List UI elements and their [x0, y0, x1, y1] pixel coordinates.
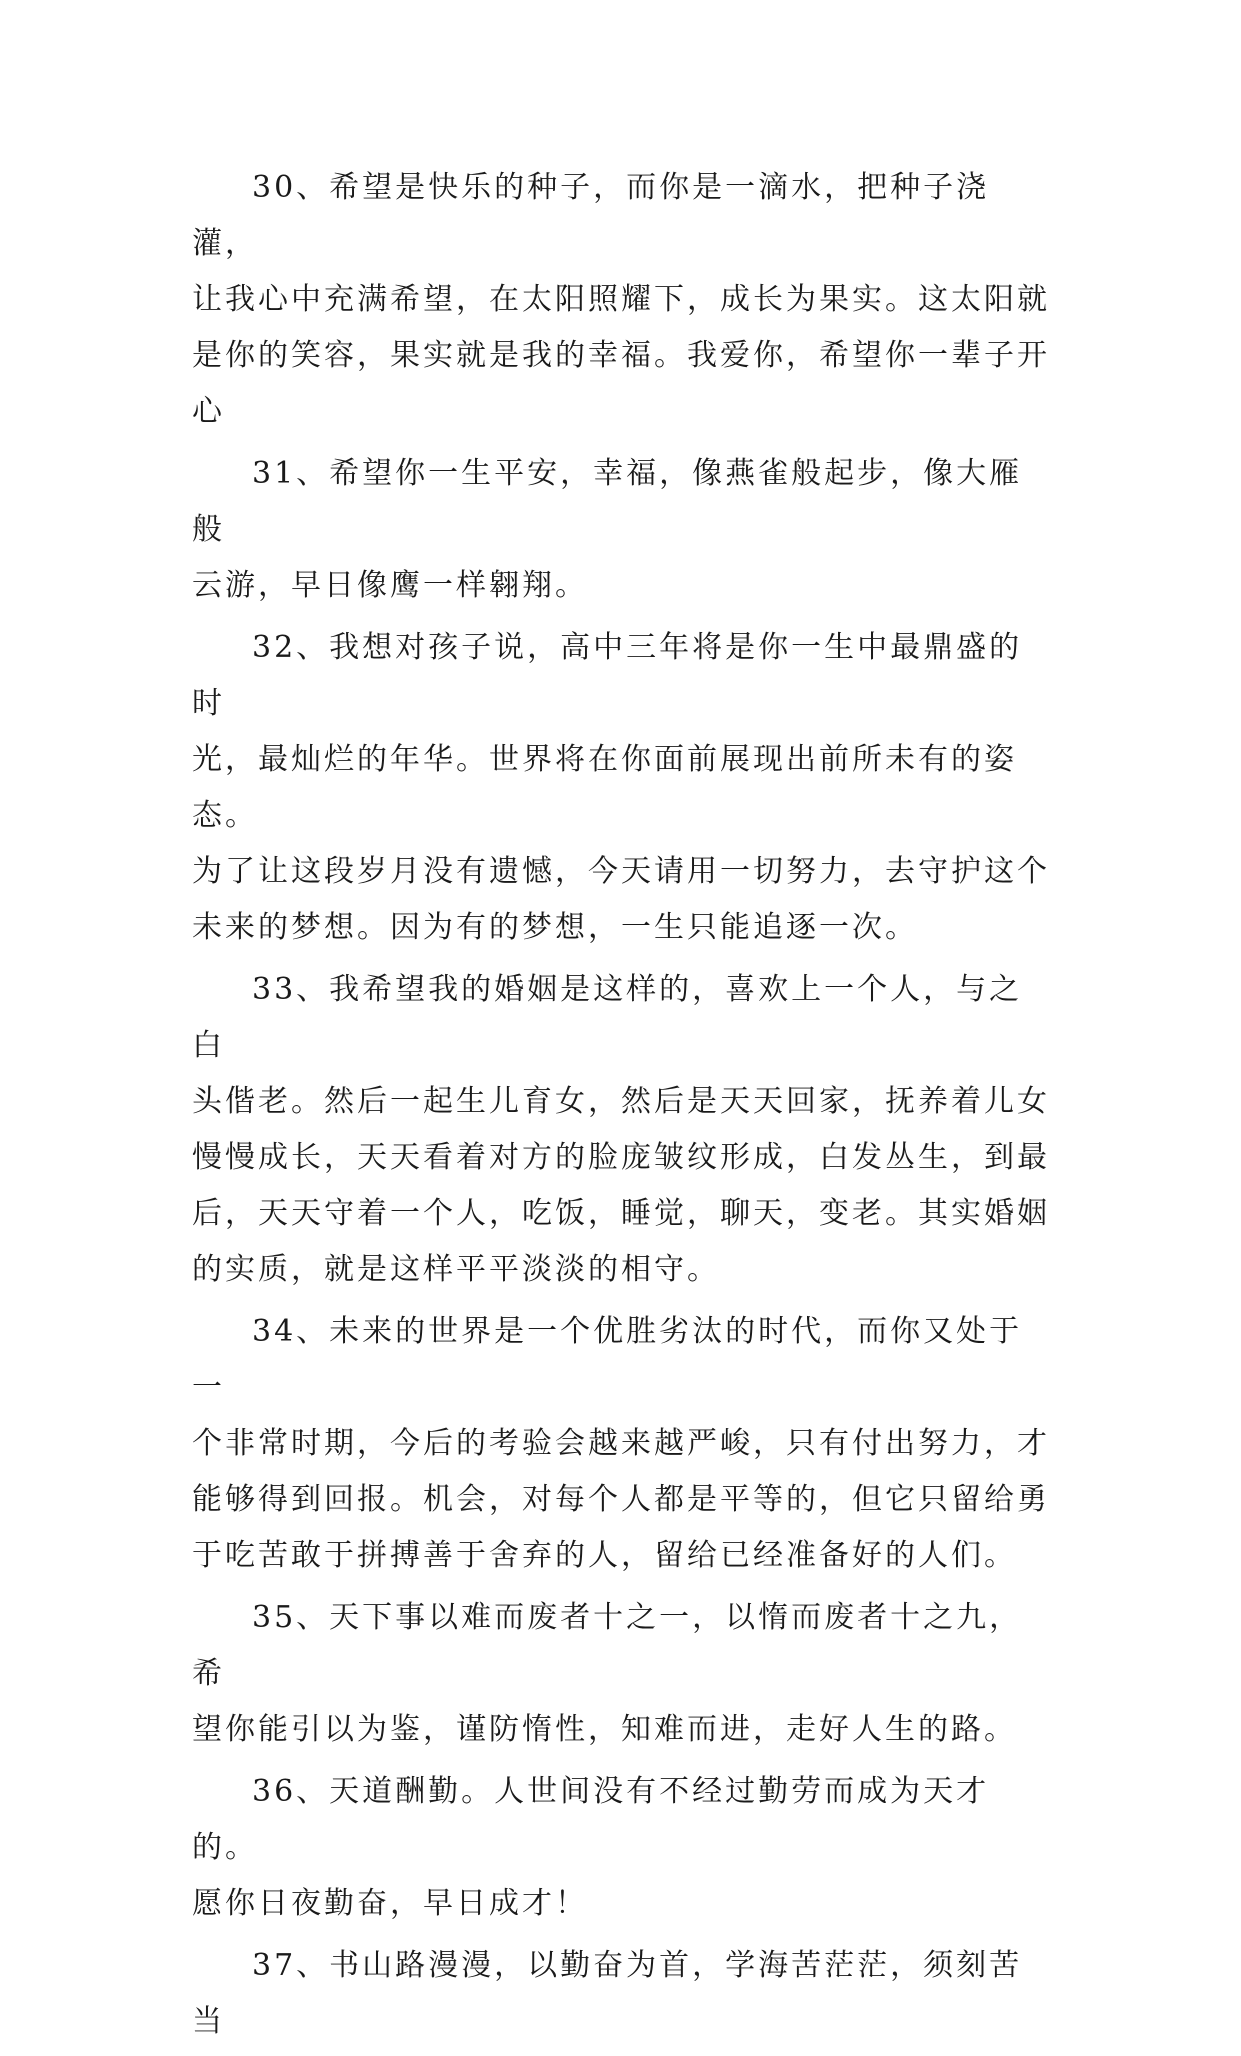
paragraph-36: 36、天道酬勤。人世间没有不经过勤劳而成为天才的。 愿你日夜勤奋，早日成才！	[192, 1774, 990, 1921]
paragraph-30: 30、希望是快乐的种子，而你是一滴水，把种子浇灌， 让我心中充满希望，在太阳照耀下，成长为果实。这太阳就 是你的笑容，果实就是我的幸福。我爱你，希望你一辈子开 心	[192, 170, 1050, 429]
paragraph-34: 34、未来的世界是一个优胜劣汰的时代，而你又处于一 个非常时期，今后的考验会越来越严峻，只有付出努力，才 能够得到回报。机会，对每个人都是平等的，但它只留给勇 于吃苦敢于拼搏善于舍弃的人，留给已经准备好的人们。	[192, 1314, 1050, 1573]
document-body	[192, 160, 1052, 2056]
paragraph-32: 32、我想对孩子说，高中三年将是你一生中最鼎盛的时 光，最灿烂的年华。世界将在你面前展现出前所未有的姿态。 为了让这段岁月没有遗憾，今天请用一切努力，去守护这个 未来的梦想。因为有的梦想，一生只能追逐一次。	[192, 630, 1050, 945]
paragraph-37: 37、书山路漫漫，以勤奋为首，学海苦茫茫，须刻苦当	[192, 1948, 1023, 2039]
paragraph-31: 31、希望你一生平安，幸福，像燕雀般起步，像大雁般 云游，早日像鹰一样翱翔。	[192, 456, 1023, 603]
paragraph-35: 35、天下事以难而废者十之一，以惰而废者十之九，希 望你能引以为鉴，谨防惰性，知难而进，走好人生的路。	[192, 1600, 1023, 1747]
paragraph-33: 33、我希望我的婚姻是这样的，喜欢上一个人，与之白 头偕老。然后一起生儿育女，然后是天天回家，抚养着儿女 慢慢成长，天天看着对方的脸庞皱纹形成，白发丛生，到最 后，天天守着一个人，吃饭，睡觉，聊天，变老。其实婚姻 的实质，就是这样平平淡淡的相守。	[192, 972, 1050, 1287]
